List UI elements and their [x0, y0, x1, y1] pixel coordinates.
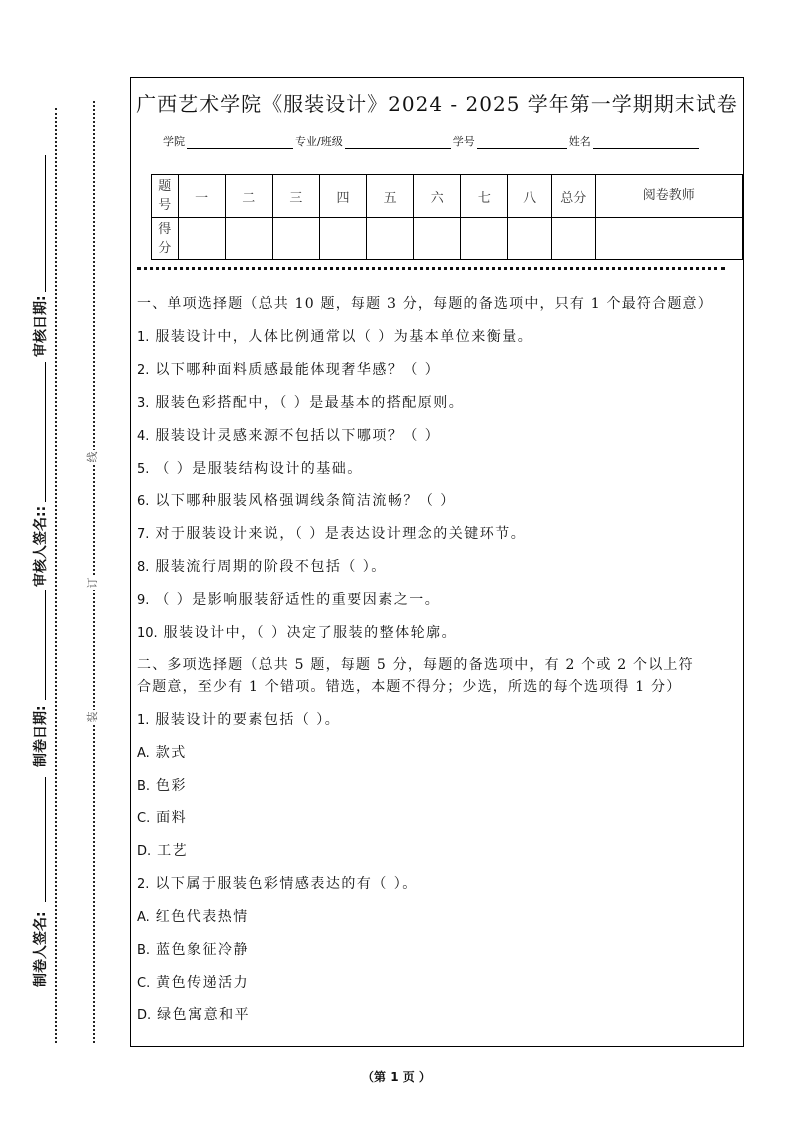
major-class-field[interactable] [345, 137, 451, 149]
question-item: 1. 服装设计的要素包括（ ）。 [137, 712, 341, 728]
signature-line [45, 777, 46, 902]
option-item: A. 款式 [137, 745, 187, 761]
question-item: 5. （ ）是服装结构设计的基础。 [137, 461, 363, 477]
question-item: 7. 对于服装设计来说，（ ）是表达设计理念的关键环节。 [137, 526, 527, 542]
score-cell[interactable] [319, 218, 366, 260]
option-item: A. 红色代表热情 [137, 909, 249, 925]
student-info-row [163, 133, 701, 149]
compile-date-label: 制卷日期: [30, 702, 50, 770]
college-field[interactable] [187, 137, 293, 149]
question-item: 3. 服装色彩搭配中，（ ）是最基本的搭配原则。 [137, 395, 465, 411]
section-1-heading: 一、单项选择题（总共 10 题，每题 3 分，每题的备选项中，只有 1 个最符合题意） [137, 296, 713, 312]
option-item: D. 绿色寓意和平 [137, 1007, 251, 1023]
student-id-label: 学号 [452, 135, 475, 148]
column-header: 一 [178, 175, 225, 218]
page-number: （第 1 页 ） [362, 1070, 431, 1084]
score-cell[interactable] [178, 218, 225, 260]
option-item: D. 工艺 [137, 843, 189, 859]
score-table [151, 174, 743, 260]
college-label: 学院 [163, 135, 185, 148]
column-header: 二 [225, 175, 272, 218]
score-row-header: 得分 [152, 218, 179, 260]
question-item: 6. 以下哪种服装风格强调线条简洁流畅？（ ） [137, 493, 456, 509]
compiler-signature-label: 制卷人签名: [30, 908, 50, 990]
option-item: C. 黄色传递活力 [137, 975, 250, 991]
binding-mark-zhuang: 装 [86, 711, 99, 723]
review-date-label: 审核日期: [30, 292, 50, 360]
option-item: B. 蓝色象征冷静 [137, 942, 250, 958]
outer-dotted-line [55, 108, 57, 1043]
question-item: 9. （ ）是影响服装舒适性的重要因素之一。 [137, 592, 441, 608]
column-header: 八 [508, 175, 552, 218]
question-item: 8. 服装流行周期的阶段不包括（ ）。 [137, 559, 387, 575]
question-item: 4. 服装设计灵感来源不包括以下哪项？（ ） [137, 428, 441, 444]
column-header: 总分 [551, 175, 595, 218]
score-cell[interactable] [272, 218, 319, 260]
reviewer-signature-label: 审核人签名:: [30, 503, 50, 590]
exam-frame [130, 77, 744, 1047]
section-2-heading-line2: 合题意，至少有 1 个错项。错选，本题不得分；少选，所选的每个选项得 1 分） [137, 679, 682, 695]
score-cell[interactable] [367, 218, 414, 260]
total-score-cell[interactable] [551, 218, 595, 260]
binding-mark-ding: 订 [86, 577, 99, 589]
student-id-field[interactable] [477, 137, 567, 149]
question-item: 2. 以下哪种面料质感最能体现奢华感？（ ） [137, 362, 441, 378]
column-header: 三 [272, 175, 319, 218]
name-label: 姓名 [568, 135, 591, 148]
grader-cell[interactable] [595, 218, 743, 260]
column-header: 五 [367, 175, 414, 218]
option-item: B. 色彩 [137, 778, 188, 794]
score-cell[interactable] [461, 218, 508, 260]
score-cell[interactable] [508, 218, 552, 260]
name-field[interactable] [593, 137, 699, 149]
column-header: 七 [461, 175, 508, 218]
grader-header: 阅卷教师 [595, 175, 743, 218]
signature-line [45, 155, 46, 295]
major-class-label: 专业/班级 [295, 135, 343, 148]
question-item: 1. 服装设计中，人体比例通常以（ ）为基本单位来衡量。 [137, 329, 534, 345]
score-cell[interactable] [225, 218, 272, 260]
column-header: 六 [414, 175, 461, 218]
signature-line [45, 362, 46, 502]
signature-line [45, 590, 46, 700]
option-item: C. 面料 [137, 810, 188, 826]
inner-dotted-line [93, 101, 95, 1043]
column-header: 四 [319, 175, 366, 218]
exam-title: 广西艺术学院《服装设计》2024 - 2025 学年第一学期期末试卷 [136, 92, 738, 116]
binding-mark-xian: 线 [86, 451, 99, 463]
section-2-heading-line1: 二、多项选择题（总共 5 题，每题 5 分，每题的备选项中，有 2 个或 2 个以上符 [137, 657, 694, 673]
question-number-header: 题号 [152, 175, 179, 218]
question-item: 10. 服装设计中，（ ）决定了服装的整体轮廓。 [137, 625, 458, 641]
question-item: 2. 以下属于服装色彩情感表达的有（ ）。 [137, 876, 418, 892]
score-cell[interactable] [414, 218, 461, 260]
section-separator [137, 267, 725, 270]
